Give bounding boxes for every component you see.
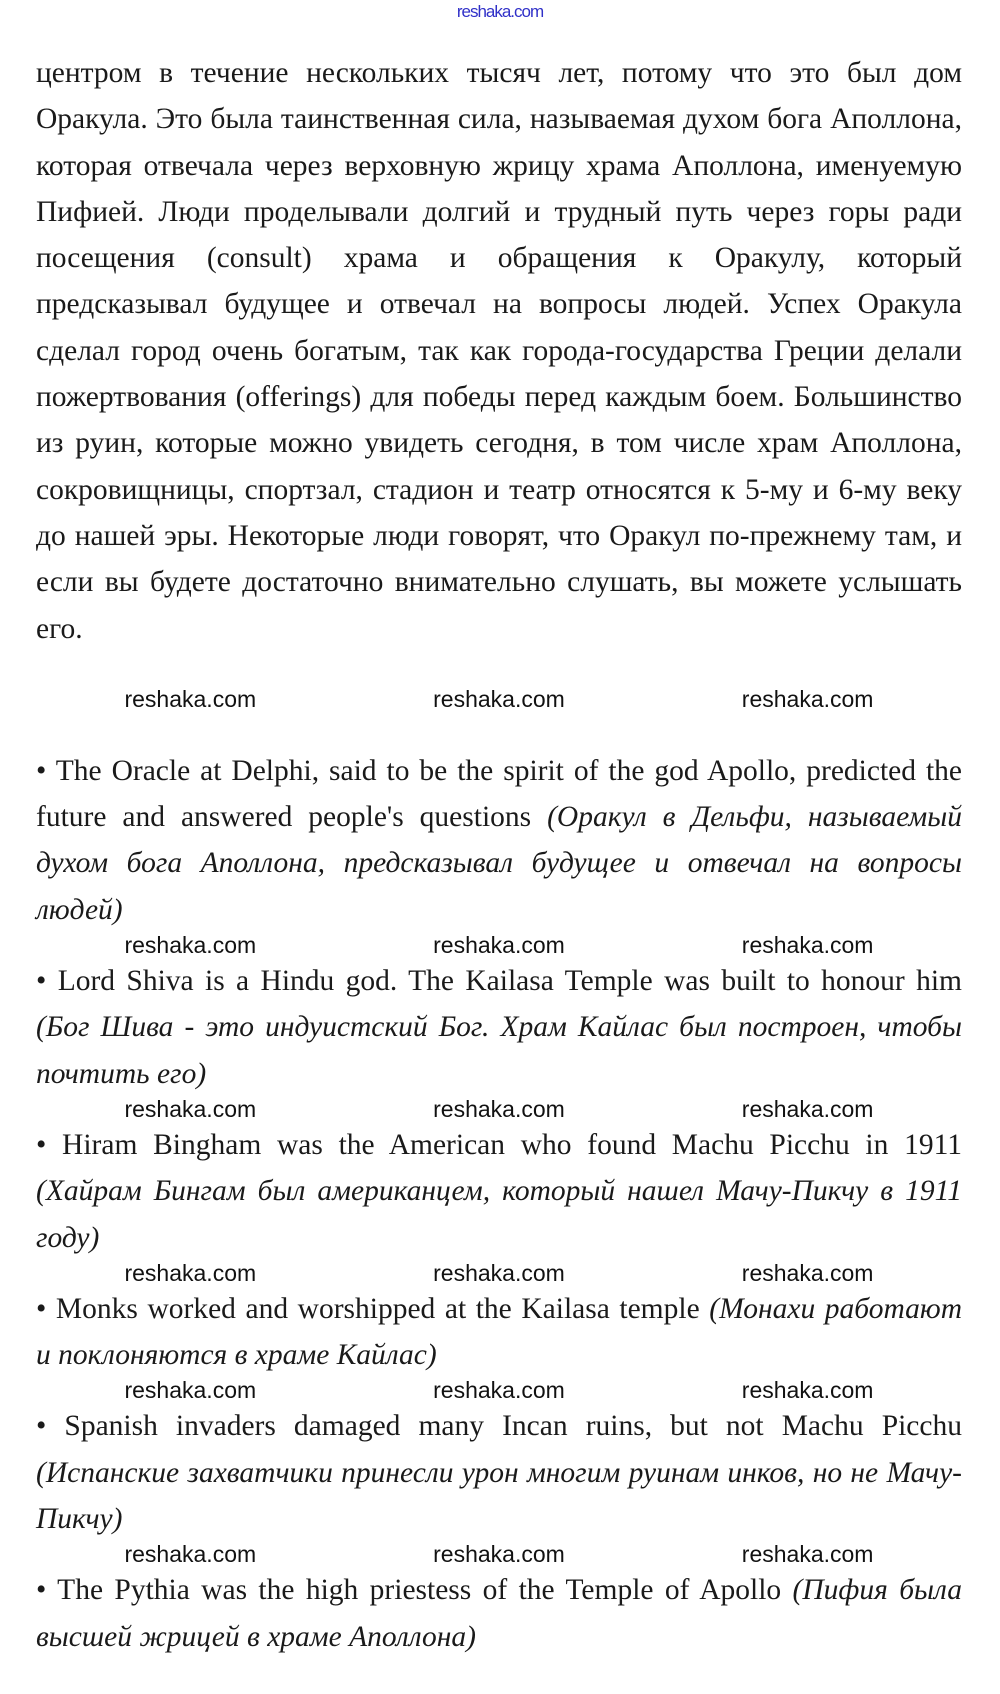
watermark: reshaka.com bbox=[433, 1095, 565, 1122]
bullet-translation: (Испанские захватчики принесли урон многим руинам инков, но не Мачу-Пикчу) bbox=[36, 1456, 962, 1536]
watermark-row bbox=[36, 1542, 962, 1567]
bullet-english: • The Pythia was the high priestess of the Temple of Apollo bbox=[36, 1574, 793, 1607]
bullet-item bbox=[36, 1403, 962, 1542]
watermark: reshaka.com bbox=[741, 686, 874, 713]
watermark: reshaka.com bbox=[741, 1377, 874, 1404]
watermark: reshaka.com bbox=[741, 1095, 874, 1122]
watermark-row bbox=[36, 652, 962, 748]
bullet-english: • Monks worked and worshipped at the Kailasa temple bbox=[36, 1292, 710, 1325]
main-paragraph: центром в течение нескольких тысяч лет, потому что это был дом Оракула. Это была таинственная сила, называемая духом бога Аполлона, которая отвечала через верховную жрицу храма Аполлона, именуемую Пифией. Люди проделывали долгий и трудный путь через горы ради посещения (consult) храма и обращения к Оракулу, который предсказывал будущее и отвечал на вопросы людей. Успех Оракула сделал город очень богатым, так как города-государства Греции делали пожертвования (offerings) для победы перед каждым боем. Большинство из руин, которые можно увидеть сегодня, в том числе храм Аполлона, сокровищницы, спортзал, стадион и театр относятся к 5-му и 6-му веку до нашей эры. Некоторые люди говорят, что Оракул по-прежнему там, и если вы будете достаточно внимательно слушать, вы можете услышать его. bbox=[36, 57, 962, 645]
watermark: reshaka.com bbox=[741, 1259, 874, 1286]
watermark-row bbox=[36, 1097, 962, 1122]
watermark-row bbox=[36, 1378, 962, 1403]
bullet-translation: (Пифия была высшей жрицей в храме Аполлона) bbox=[36, 1574, 962, 1653]
watermark: reshaka.com bbox=[433, 932, 565, 959]
bullet-translation: (Оракул в Дельфи, называемый духом бога Аполлона, предсказывал будущее и отвечал на вопросы людей) bbox=[36, 801, 962, 926]
bullet-item bbox=[36, 1122, 962, 1261]
bullet-item bbox=[36, 958, 962, 1097]
bullet-english: • The Oracle at Delphi, said to be the spirit of the god Apollo, predicted the future and answered people's questions bbox=[36, 754, 962, 834]
bullet-translation: (Бог Шива - это индуистский Бог. Храм Кайлас был построен, чтобы почтить его) bbox=[36, 1011, 962, 1090]
watermark-row bbox=[36, 1261, 962, 1286]
watermark: reshaka.com bbox=[433, 1377, 565, 1404]
watermark-row bbox=[36, 933, 962, 958]
bullet-english: • Hiram Bingham was the American who found Machu Picchu in 1911 bbox=[36, 1128, 962, 1161]
watermark: reshaka.com bbox=[124, 932, 257, 959]
content bbox=[36, 50, 962, 1660]
bullet-english: • Spanish invaders damaged many Incan ruins, but not Machu Picchu bbox=[36, 1410, 962, 1443]
watermark: reshaka.com bbox=[124, 1259, 257, 1286]
bullet-translation: (Монахи работают и поклоняются в храме Кайлас) bbox=[36, 1292, 962, 1372]
watermark: reshaka.com bbox=[433, 1259, 565, 1286]
watermark: reshaka.com bbox=[124, 1095, 257, 1122]
watermark: reshaka.com bbox=[433, 686, 565, 713]
watermark: reshaka.com bbox=[124, 686, 257, 713]
bullet-translation: (Хайрам Бингам был американцем, который нашел Мачу-Пикчу в 1911 году) bbox=[36, 1175, 962, 1254]
bullet-item bbox=[36, 748, 962, 933]
watermark: reshaka.com bbox=[741, 932, 874, 959]
header-watermark: reshaka.com bbox=[456, 2, 544, 21]
watermark: reshaka.com bbox=[124, 1377, 257, 1404]
watermark: reshaka.com bbox=[433, 1541, 565, 1568]
watermark: reshaka.com bbox=[741, 1541, 874, 1568]
bullet-item bbox=[36, 1567, 962, 1660]
bullet-item bbox=[36, 1286, 962, 1379]
watermark: reshaka.com bbox=[124, 1541, 257, 1568]
bullet-english: • Lord Shiva is a Hindu god. The Kailasa Temple was built to honour him bbox=[36, 965, 962, 998]
